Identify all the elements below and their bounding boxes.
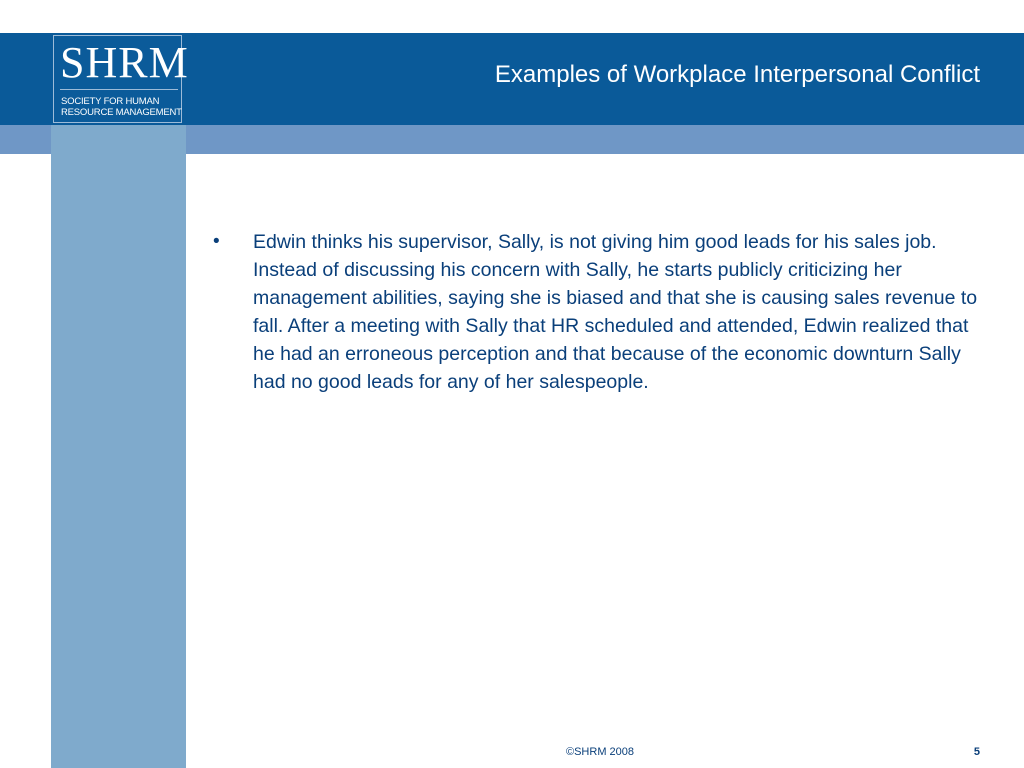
page-number: 5	[973, 746, 980, 758]
logo-frame	[53, 35, 189, 123]
top-margin	[0, 0, 1024, 33]
footer-copyright: ©SHRM 2008	[565, 746, 635, 758]
bullet-marker: •	[213, 231, 220, 252]
trademark-symbol: TM	[187, 34, 198, 41]
bullet-item	[213, 228, 993, 396]
logo-divider	[60, 89, 178, 90]
slide-title: Examples of Workplace Interpersonal Conflict	[494, 61, 980, 88]
left-sidebar-column	[51, 33, 189, 768]
logo-tagline-line-1: SOCIETY FOR HUMAN	[61, 96, 160, 107]
shrm-logo	[51, 33, 189, 125]
bullet-text: Edwin thinks his supervisor, Sally, is not giving him good leads for his sales job. Instead of discussing his concern with Sally, he starts publicly criticizing her management abilities, saying she is biased and that she is causing sales revenue to fall. After a meeting with Sally that HR scheduled and attended, Edwin realized that he had an erroneous perception and that because of the economic downturn Sally had no good leads for any of her salespeople.	[253, 231, 978, 393]
logo-wordmark: SHRM	[60, 38, 189, 87]
logo-tagline-line-2: RESOURCE MANAGEMENT	[61, 107, 182, 118]
slide-body	[213, 228, 993, 396]
